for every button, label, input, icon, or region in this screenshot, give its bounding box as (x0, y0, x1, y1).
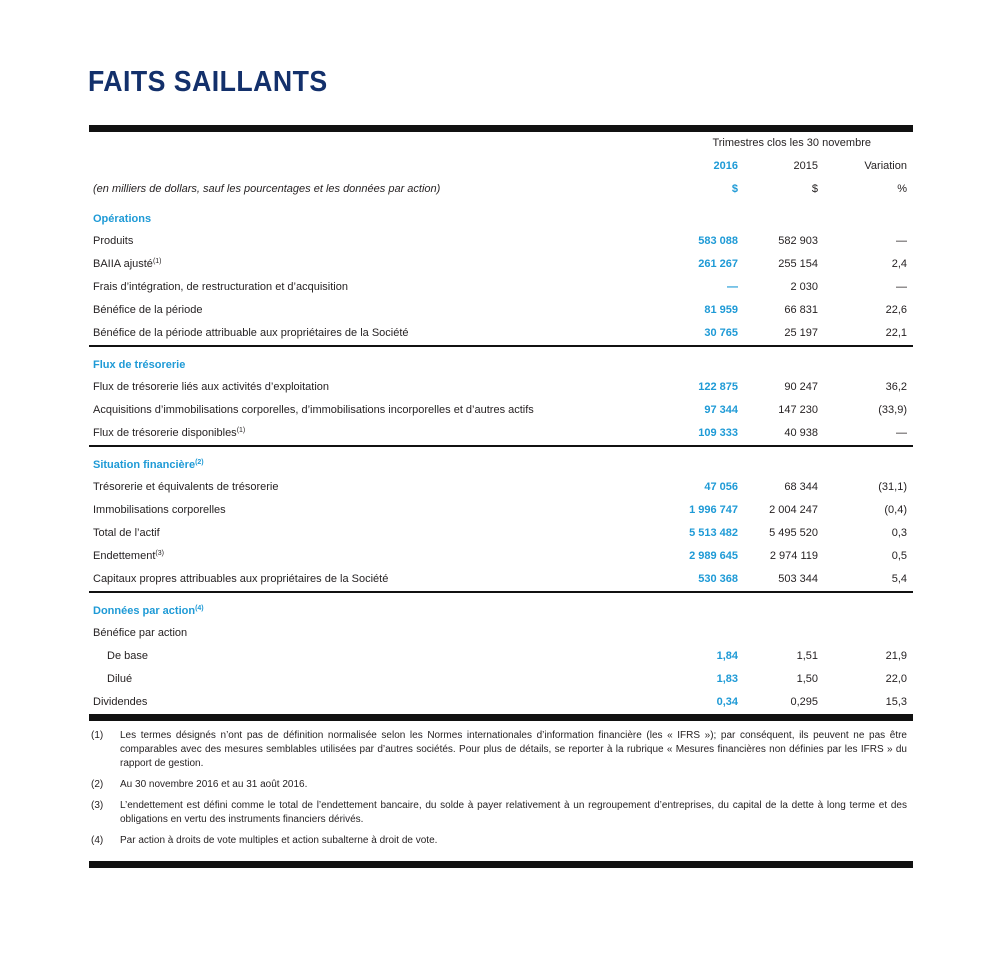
col-variation-header: Variation (864, 160, 907, 172)
row-label-text: Endettement (93, 550, 156, 562)
table-row (89, 545, 913, 568)
row-label (93, 696, 147, 708)
table-row (89, 691, 913, 714)
value-2016: 583 088 (698, 235, 738, 247)
value-2015: 1,51 (796, 650, 818, 662)
row-label-text: Produits (93, 235, 134, 247)
header-years-row (89, 155, 913, 178)
value-2015: 25 197 (784, 327, 818, 339)
section-title (89, 353, 913, 376)
top-rule (89, 125, 913, 132)
value-2016: 97 344 (704, 404, 738, 416)
row-label (107, 650, 148, 662)
bottom-rule (89, 714, 913, 721)
table-row (89, 376, 913, 399)
section-title-label: Situation financière (93, 459, 196, 471)
value-variation: — (896, 235, 907, 247)
row-label (93, 404, 534, 416)
highlights-table (89, 125, 913, 868)
row-label-text: Flux de trésorerie liés aux activités d’exploitation (93, 381, 330, 393)
value-2016: 1,84 (716, 650, 738, 662)
footnote-number: (3) (91, 800, 104, 811)
value-variation: 36,2 (885, 381, 907, 393)
footnote-ref: (3) (155, 550, 164, 557)
value-2015: 582 903 (778, 235, 818, 247)
value-2015: 1,50 (796, 673, 818, 685)
row-label (93, 550, 164, 562)
section-title-label: Flux de trésorerie (93, 359, 186, 371)
value-variation: 2,4 (891, 258, 907, 270)
period-label: Trimestres clos les 30 novembre (712, 137, 871, 149)
row-label-text: Bénéfice de la période attribuable aux propriétaires de la Société (93, 327, 409, 339)
row-label (93, 481, 278, 493)
value-variation: 22,6 (885, 304, 907, 316)
value-variation: — (896, 281, 907, 293)
value-2015: 68 344 (784, 481, 818, 493)
value-2015: 66 831 (784, 304, 818, 316)
table-row (89, 230, 913, 253)
table-row (89, 253, 913, 276)
value-2016: 30 765 (704, 327, 738, 339)
col-2015-unit: $ (811, 183, 818, 195)
section-title-label: Données par action (93, 605, 196, 617)
footnote (89, 778, 913, 792)
section-title (89, 599, 913, 622)
value-2015: 2 004 247 (769, 504, 818, 516)
value-variation: (33,9) (878, 404, 907, 416)
table-row (89, 622, 913, 645)
row-label-text: Capitaux propres attribuables aux propriétaires de la Société (93, 573, 389, 585)
footnote-number: (2) (91, 779, 104, 790)
row-label (93, 304, 202, 316)
value-variation: 0,5 (891, 550, 907, 562)
value-2016: 47 056 (704, 481, 738, 493)
section-title-label: Opérations (93, 213, 152, 225)
value-variation: (31,1) (878, 481, 907, 493)
row-label (93, 527, 160, 539)
table-row (89, 476, 913, 499)
section-title-text (93, 213, 151, 225)
table-row (89, 499, 913, 522)
table-row (89, 422, 913, 445)
row-label (93, 281, 348, 293)
table-row (89, 399, 913, 422)
row-label (93, 427, 245, 439)
footer-rule (89, 861, 913, 868)
section-title-text (93, 605, 204, 617)
value-2015: 0,295 (790, 696, 818, 708)
section-title-text (93, 459, 204, 471)
row-label (93, 327, 409, 339)
header-units-row (89, 178, 913, 201)
row-label-text: Bénéfice par action (93, 627, 188, 639)
row-label-text: Acquisitions d’immobilisations corporelles, d’immobilisations incorporelles et d’autres actifs (93, 404, 534, 416)
row-label (93, 258, 162, 270)
row-label-text: Dividendes (93, 696, 148, 708)
section-title (89, 207, 913, 230)
row-label (93, 504, 226, 516)
row-label (93, 627, 187, 639)
col-2016-header: 2016 (713, 160, 738, 172)
footnote (89, 834, 913, 848)
row-label-text: Bénéfice de la période (93, 304, 203, 316)
footnote-text: Par action à droits de vote multiples et action subalterne à droit de vote. (120, 835, 438, 846)
value-2015: 2 974 119 (769, 550, 818, 562)
footnote-number: (4) (91, 835, 104, 846)
col-variation-unit: % (897, 183, 907, 195)
col-2016-unit: $ (731, 183, 738, 195)
row-label (93, 381, 329, 393)
row-label (107, 673, 132, 685)
value-variation: 22,0 (885, 673, 907, 685)
row-label-text: De base (107, 650, 148, 662)
value-2015: 255 154 (778, 258, 818, 270)
value-2016: 5 513 482 (689, 527, 738, 539)
table-row (89, 645, 913, 668)
row-label (93, 235, 133, 247)
footnote-ref: (2) (195, 459, 204, 466)
footnote-text: Les termes désignés n’ont pas de définition normalisée selon les Normes internationales d’information financière (les « IFRS »); par conséquent, ils peuvent ne pas être comparables avec des mesures semblables utilisées par d’autres sociétés. Pour plus de détails, se reporter à la rubrique « Mesures financières non définies par les IFRS » du rapport de gestion. (120, 730, 907, 769)
footnote (89, 799, 913, 827)
value-2016: 0,34 (716, 696, 738, 708)
section-title (89, 453, 913, 476)
value-variation: 15,3 (885, 696, 907, 708)
table-row (89, 276, 913, 299)
row-label-text: Immobilisations corporelles (93, 504, 226, 516)
table-row (89, 299, 913, 322)
header-period-row (89, 132, 913, 155)
value-variation: 5,4 (891, 573, 907, 585)
value-2015: 5 495 520 (769, 527, 818, 539)
footnote-ref: (4) (195, 605, 204, 612)
footnote-ref: (1) (152, 258, 162, 265)
col-2015-header: 2015 (793, 160, 818, 172)
footnote-number: (1) (91, 730, 104, 741)
units-note: (en milliers de dollars, sauf les pourcentages et les données par action) (93, 183, 441, 195)
value-2016: 122 875 (698, 381, 738, 393)
footnote (89, 729, 913, 771)
value-2015: 503 344 (778, 573, 818, 585)
row-label-text: Trésorerie et équivalents de trésorerie (93, 481, 279, 493)
value-variation: 22,1 (885, 327, 907, 339)
footnote-text: L’endettement est défini comme le total de l’endettement bancaire, du solde à payer relativement à un regroupement d’entreprises, du capital de la dette à long terme et des obligations en vertu des instruments financiers dérivés. (120, 800, 907, 825)
table-row (89, 668, 913, 691)
row-label-text: Dilué (107, 673, 133, 685)
value-2016: 81 959 (704, 304, 738, 316)
value-2016: 1 996 747 (689, 504, 738, 516)
table-row (89, 322, 913, 345)
value-2016: — (727, 281, 738, 293)
value-variation: 21,9 (885, 650, 907, 662)
footnote-ref: (1) (236, 427, 246, 434)
value-2015: 2 030 (790, 281, 818, 293)
table-row (89, 522, 913, 545)
row-label-text: Frais d’intégration, de restructuration et d’acquisition (93, 281, 348, 293)
value-2016: 261 267 (698, 258, 738, 270)
footnotes (89, 721, 913, 861)
value-2016: 109 333 (698, 427, 738, 439)
value-variation: (0,4) (884, 504, 907, 516)
value-variation: — (896, 427, 907, 439)
page-title: FAITS SAILLANTS (88, 66, 328, 98)
value-2016: 530 368 (698, 573, 738, 585)
section-title-text (93, 359, 185, 371)
row-label (93, 573, 388, 585)
table-body (89, 201, 913, 714)
value-variation: 0,3 (891, 527, 907, 539)
value-2016: 1,83 (716, 673, 738, 685)
row-label-text: Total de l’actif (93, 527, 160, 539)
table-row (89, 568, 913, 591)
value-2015: 147 230 (778, 404, 818, 416)
row-label-text: BAIIA ajusté (93, 258, 153, 270)
value-2015: 40 938 (784, 427, 818, 439)
value-2015: 90 247 (784, 381, 818, 393)
footnote-text: Au 30 novembre 2016 et au 31 août 2016. (120, 779, 308, 790)
value-2016: 2 989 645 (689, 550, 738, 562)
row-label-text: Flux de trésorerie disponibles (93, 427, 237, 439)
